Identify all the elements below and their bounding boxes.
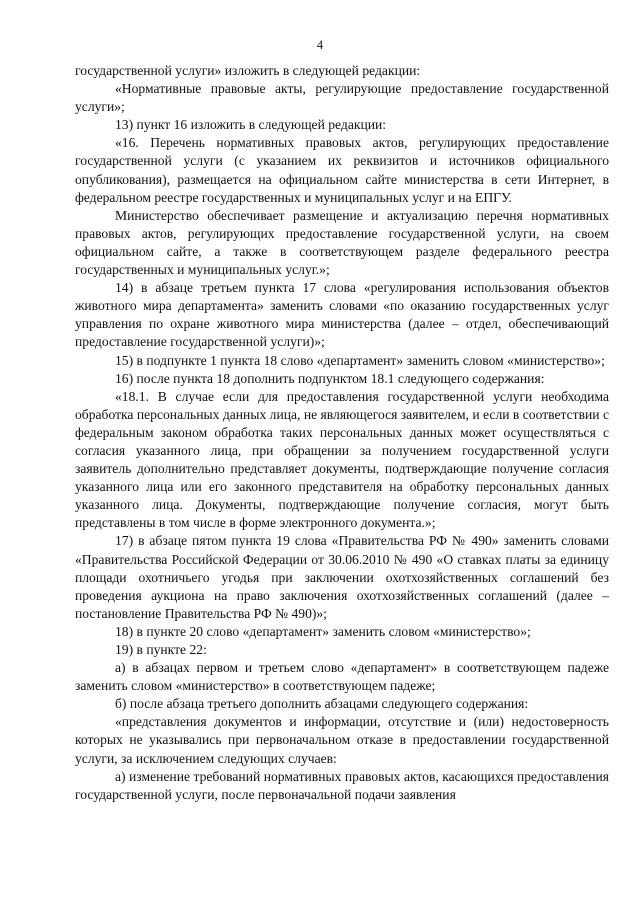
paragraph: 14) в абзаце третьем пункта 17 слова «регулирования использования объектов животного мира департамента» заменить словами «по оказанию государственных услуг управления по охране животного мира министерства (далее – отдел, обеспечивающий предоставление государственной услуги)»; bbox=[75, 280, 609, 350]
paragraph: государственной услуги» изложить в следующей редакции: bbox=[75, 63, 421, 78]
paragraph: 13) пункт 16 изложить в следующей редакции: bbox=[115, 117, 387, 133]
page-number: 4 bbox=[316, 38, 324, 52]
paragraph: «16. Перечень нормативных правовых актов, регулирующих предоставление государственной услуги (с указанием их реквизитов и источников официального опубликования), размещается на официальном сайте министерства в сети Интернет, в федеральном реестре государственных и муниципальных услуг и на ЕПГУ. bbox=[75, 135, 609, 205]
paragraph: 19) в пункте 22: bbox=[115, 642, 207, 657]
paragraph: 16) после пункта 18 дополнить подпунктом 18.1 следующего содержания: bbox=[115, 370, 545, 386]
paragraph: «Нормативные правовые акты, регулирующие предоставление государственной услуги»; bbox=[75, 81, 609, 115]
document-body bbox=[75, 62, 609, 804]
paragraph: «представления документов и информации, отсутствие и (или) недостоверность которых не указывались при первоначальном отказе в предоставлении государственной услуги, за исключением следующих случаев: bbox=[75, 714, 609, 766]
paragraph: а) изменение требований нормативных правовых актов, касающихся предоставления государственной услуги, после первоначальной подачи заявления bbox=[75, 768, 609, 802]
paragraph: а) в абзацах первом и третьем слово «департамент» в соответствующем падеже заменить словом «министерство» в соответствующем падеже; bbox=[75, 660, 609, 694]
paragraph: «18.1. В случае если для предоставления государственной услуги необходима обработка персональных данных лица, не являющегося заявителем, и если в соответствии с федеральным законом обработка таких персональных данных может осуществляться с согласия указанного лица, при обращении за получением государственной услуги заявитель дополнительно представляет документы, подтверждающие получение согласия указанного лица или его законного представителя на обработку персональных данных указанного лица. Документы, подтверждающие получение согласия, могут быть представлены в том числе в форме электронного документа.»; bbox=[75, 388, 609, 531]
paragraph: Министерство обеспечивает размещение и актуализацию перечня нормативных правовых актов, регулирующих предоставление государственной услуги, на своем официальном сайте, а также в соответствующем разделе федерального реестра государственных и муниципальных услуг.»; bbox=[75, 207, 609, 278]
paragraph: 17) в абзаце пятом пункта 19 слова «Правительства РФ № 490» заменить словами «Правительства Российской Федерации от 30.06.2010 № 490 «О ставках платы за единицу площади охотничьего угодья при заключении охотхозяйственных соглашений без проведения аукциона на право заключения охотхозяйственных соглашений (далее – постановление Правительства РФ № 490)»; bbox=[75, 533, 609, 621]
paragraph: б) после абзаца третьего дополнить абзацами следующего содержания: bbox=[115, 696, 529, 712]
paragraph: 15) в подпункте 1 пункта 18 слово «департамент» заменить словом «министерство»; bbox=[115, 352, 605, 368]
paragraph: 18) в пункте 20 слово «департамент» заменить словом «министерство»; bbox=[115, 623, 531, 639]
